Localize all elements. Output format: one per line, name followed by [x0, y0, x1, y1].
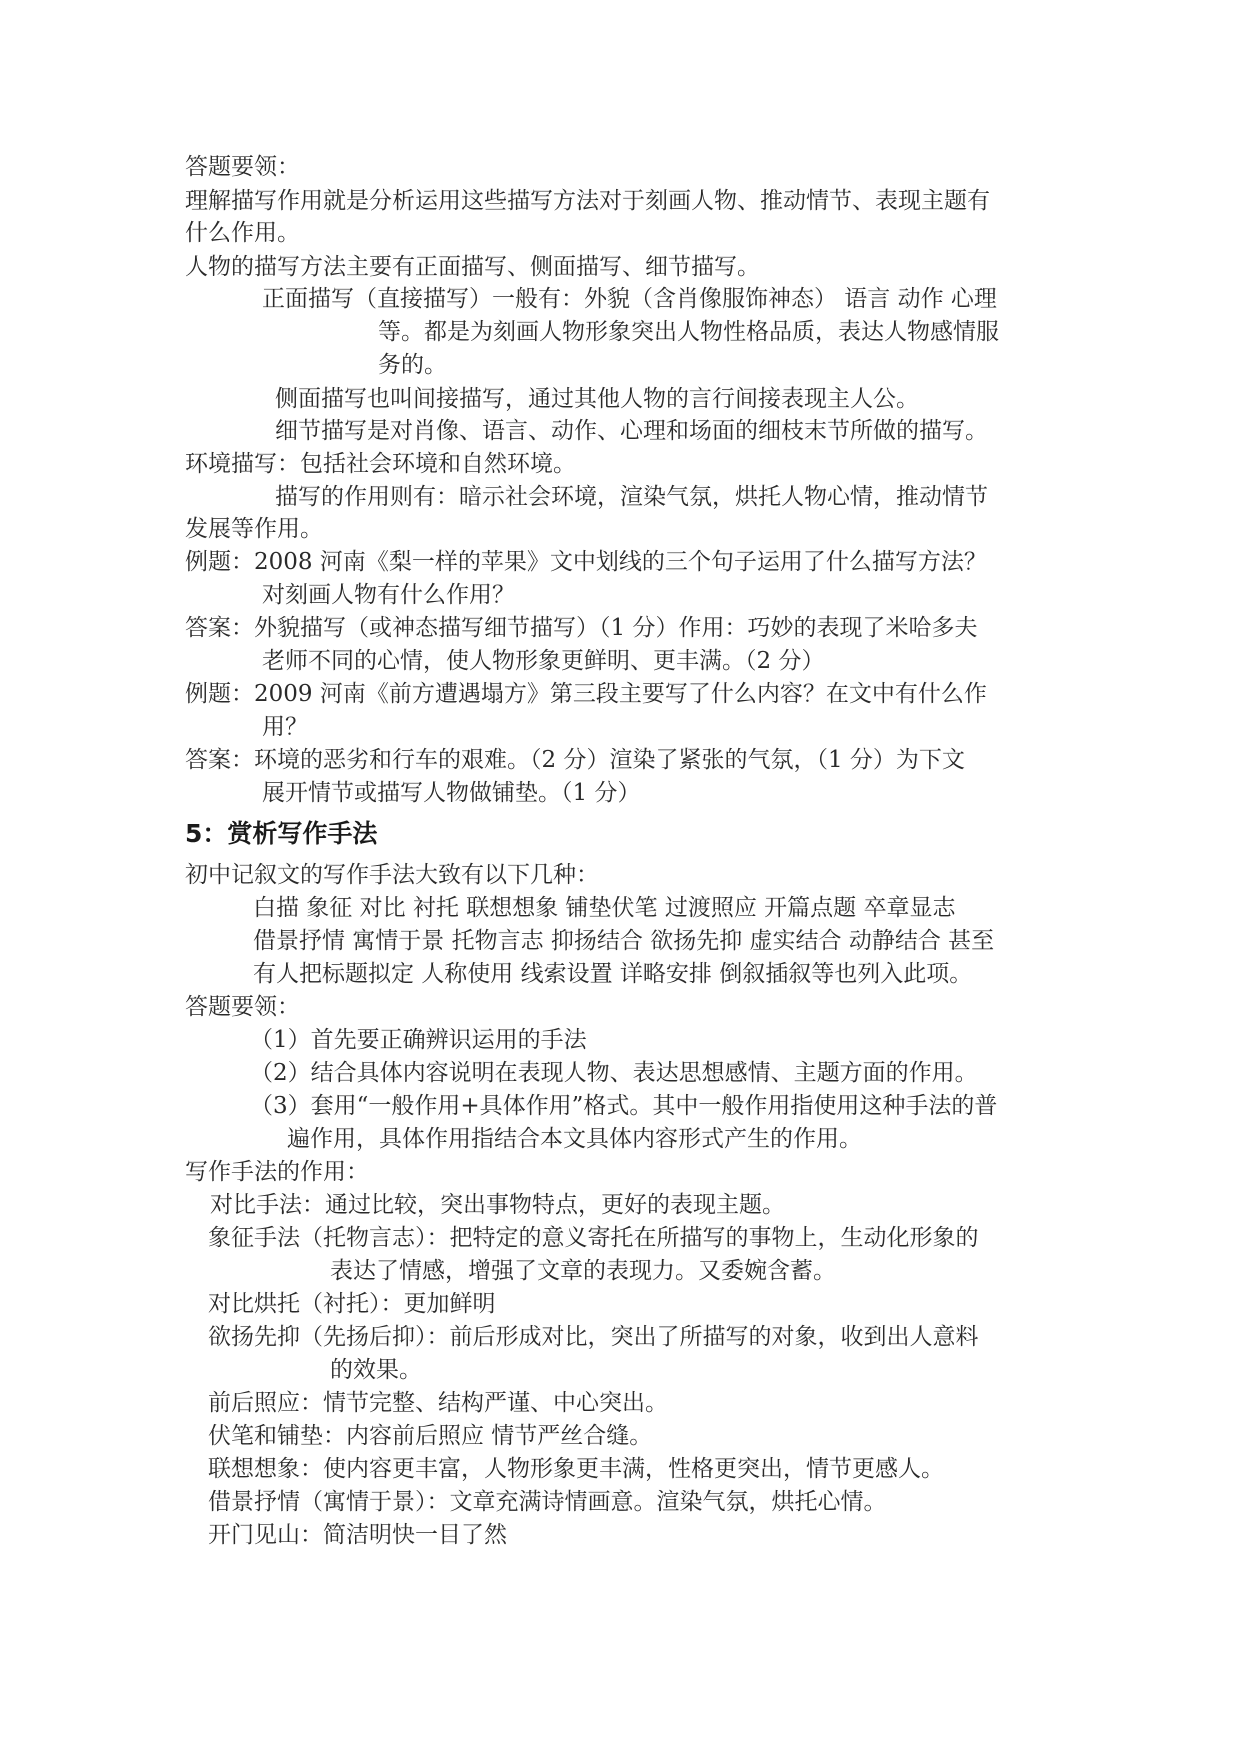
- text-line: 的效果。: [330, 1357, 422, 1383]
- step-3: （3）套用“一般作用+具体作用”格式。其中一般作用指使用这种手法的普: [250, 1093, 998, 1119]
- text-line: 遍作用，具体作用指结合本文具体内容形式产生的作用。: [287, 1126, 862, 1152]
- text-line: 正面描写（直接描写）一般有：外貌（含肖像服饰神态） 语言 动作 心理: [262, 286, 997, 312]
- text-line: 等。都是为刻画人物形象突出人物性格品质，表达人物感情服: [378, 319, 999, 345]
- text-line: 环境描写：包括社会环境和自然环境。: [185, 451, 576, 477]
- technique-effect: 开门见山：简洁明快一目了然: [208, 1522, 507, 1548]
- example-question: 例题：2009 河南《前方遭遇塌方》第三段主要写了什么内容？在文中有什么作: [185, 681, 987, 707]
- text-line: 用？: [262, 714, 308, 740]
- text-line: 展开情节或描写人物做铺垫。（1 分）: [262, 780, 641, 806]
- technique-effect: 对比烘托（衬托）：更加鲜明: [208, 1291, 496, 1317]
- text-line: 务的。: [378, 352, 447, 378]
- step-2: （2）结合具体内容说明在表现人物、表达思想感情、主题方面的作用。: [250, 1060, 978, 1086]
- step-1: （1）首先要正确辨识运用的手法: [250, 1027, 587, 1053]
- technique-effect: 伏笔和铺垫：内容前后照应 情节严丝合缝。: [208, 1423, 653, 1449]
- text-line: 发展等作用。: [185, 516, 323, 542]
- technique-effect: 前后照应：情节完整、结构严谨、中心突出。: [208, 1390, 668, 1416]
- text-line: 什么作用。: [185, 220, 300, 246]
- technique-effect: 对比手法：通过比较，突出事物特点，更好的表现主题。: [210, 1192, 785, 1218]
- text-line: 老师不同的心情，使人物形象更鲜明、更丰满。（2 分）: [262, 648, 825, 674]
- text-line: 初中记叙文的写作手法大致有以下几种：: [185, 862, 599, 888]
- text-line: 侧面描写也叫间接描写，通过其他人物的言行间接表现主人公。: [275, 386, 919, 412]
- section-heading: 5：赏析写作手法: [185, 819, 378, 848]
- technique-effect: 联想想象：使内容更丰富，人物形象更丰满，性格更突出，情节更感人。: [208, 1456, 944, 1482]
- text-line: 人物的描写方法主要有正面描写、侧面描写、细节描写。: [185, 254, 760, 280]
- technique-list-line: 白描 象征 对比 衬托 联想想象 铺垫伏笔 过渡照应 开篇点题 卒章显志: [253, 895, 956, 921]
- example-answer: 答案：环境的恶劣和行车的艰难。（2 分）渲染了紧张的气氛，（1 分）为下文: [185, 747, 965, 773]
- text-line: 写作手法的作用：: [185, 1159, 369, 1185]
- technique-list-line: 借景抒情 寓情于景 托物言志 抑扬结合 欲扬先抑 虚实结合 动静结合 甚至: [253, 928, 995, 954]
- example-answer: 答案：外貌描写（或神态描写细节描写）（1 分）作用：巧妙的表现了米哈多夫: [185, 615, 978, 641]
- example-question: 例题：2008 河南《梨一样的苹果》文中划线的三个句子运用了什么描写方法？: [185, 549, 987, 575]
- text-line: 对刻画人物有什么作用？: [262, 582, 515, 608]
- text-line: 表达了情感，增强了文章的表现力。又委婉含蓄。: [330, 1258, 836, 1284]
- answer-key-label-2: 答题要领：: [185, 994, 300, 1020]
- answer-key-label-1: 答题要领：: [185, 154, 300, 180]
- text-line: 描写的作用则有：暗示社会环境，渲染气氛，烘托人物心情，推动情节: [275, 484, 988, 510]
- technique-list-line: 有人把标题拟定 人称使用 线索设置 详略安排 倒叙插叙等也列入此项。: [253, 961, 973, 987]
- technique-effect: 象征手法（托物言志）：把特定的意义寄托在所描写的事物上，生动化形象的: [208, 1225, 979, 1251]
- text-line: 理解描写作用就是分析运用这些描写方法对于刻画人物、推动情节、表现主题有: [185, 188, 990, 214]
- technique-effect: 借景抒情（寓情于景）：文章充满诗情画意。渲染气氛，烘托心情。: [208, 1489, 887, 1515]
- text-line: 细节描写是对肖像、语言、动作、心理和场面的细枝末节所做的描写。: [275, 418, 988, 444]
- technique-effect: 欲扬先抑（先扬后抑）：前后形成对比，突出了所描写的对象，收到出人意料: [208, 1324, 979, 1350]
